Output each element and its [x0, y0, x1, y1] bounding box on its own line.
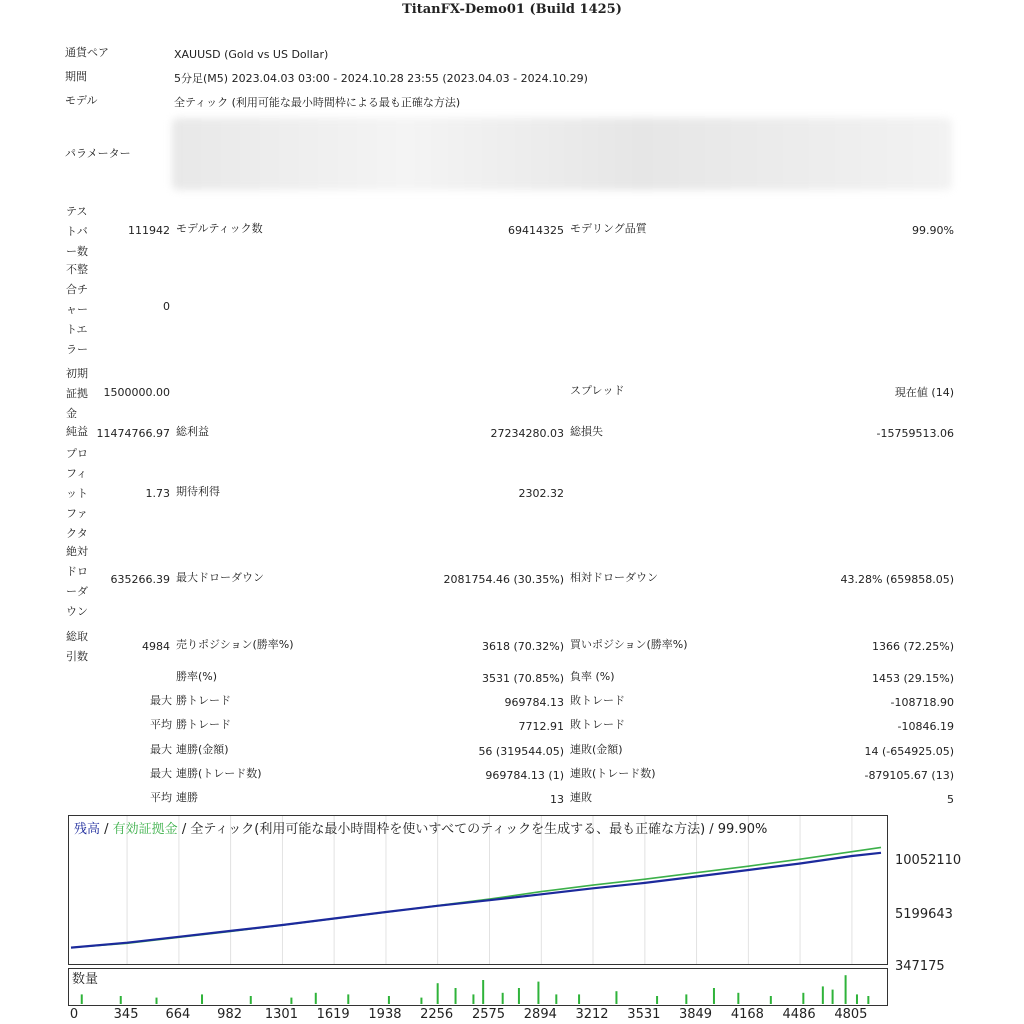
x-tick-label: 4486 — [782, 1007, 816, 1022]
x-tick-label: 3212 — [575, 1007, 609, 1022]
x-tick-label: 2575 — [471, 1007, 506, 1022]
avg2-win-label: 連勝 — [176, 791, 198, 804]
max2-label: 最大 — [150, 743, 172, 756]
y-tick-label: 5199643 — [895, 907, 953, 922]
volume-bar — [685, 994, 687, 1004]
chart-legend — [74, 818, 767, 837]
volume-bar — [822, 986, 824, 1004]
volume-bar — [518, 988, 520, 1004]
max1-win-label: 勝トレード — [176, 694, 231, 707]
quality-value: 99.90% — [912, 224, 954, 237]
equity-line — [71, 847, 881, 947]
short-label: 売りポジション(勝率%) — [176, 638, 294, 651]
period-value: 5分足(M5) 2023.04.03 03:00 - 2024.10.28 23:55 (2023.04.03 - 2024.10.29) — [174, 72, 588, 85]
max1-label: 最大 — [150, 694, 172, 707]
equity-chart-svg — [69, 816, 887, 964]
x-tick-label: 664 — [165, 1007, 191, 1022]
max3-label: 最大 — [150, 767, 172, 780]
avg2-label: 平均 — [150, 791, 172, 804]
volume-bar — [472, 994, 474, 1004]
reldd-value: 43.28% (659858.05) — [840, 573, 954, 586]
max3-win-label: 連勝(トレード数) — [176, 767, 262, 780]
model-value: 全ティック (利用可能な最小時間枠による最も正確な方法) — [174, 96, 461, 109]
max1-win-value: 969784.13 — [504, 696, 564, 709]
y-tick-label: 347175 — [895, 959, 945, 974]
bars-label: テス トバ ー数 — [66, 205, 88, 258]
max3-win-value: 969784.13 (1) — [485, 769, 564, 782]
pf-label: プロ フィ ット ファ クタ — [66, 447, 88, 540]
short-value: 3618 (70.32%) — [481, 640, 564, 653]
avg2-loss-value: 5 — [947, 793, 954, 806]
symbol-value: XAUUSD (Gold vs US Dollar) — [174, 48, 329, 61]
volume-bar — [737, 993, 739, 1004]
max1-loss-label: 敗トレード — [570, 694, 625, 707]
absdd-value: 635266.39 — [110, 573, 170, 586]
x-tick-label: 4805 — [834, 1007, 868, 1022]
x-tick-label: 982 — [217, 1007, 243, 1022]
volume-label: 数量 — [72, 972, 99, 987]
avg1-win-value: 7712.91 — [518, 720, 564, 733]
netprofit-label: 純益 — [66, 425, 88, 438]
pf-value: 1.73 — [145, 487, 170, 500]
ticks-label: モデルティック数 — [176, 222, 263, 235]
avg1-loss-value: -10846.19 — [897, 720, 954, 733]
win-label: 勝率(%) — [176, 670, 218, 683]
volume-bar — [290, 998, 292, 1004]
max1-loss-value: -108718.90 — [890, 696, 954, 709]
legend-equity: 有効証拠金 — [112, 822, 178, 837]
grossprofit-value: 27234280.03 — [490, 427, 564, 440]
volume-chart-svg — [69, 969, 887, 1005]
long-label: 買いポジション(勝率%) — [570, 638, 688, 651]
x-tick-label: 3531 — [627, 1007, 661, 1022]
expected-value: 2302.32 — [518, 487, 564, 500]
maxdd-label: 最大ドローダウン — [176, 571, 264, 584]
volume-chart — [68, 968, 888, 1006]
volume-bar — [615, 991, 617, 1004]
equity-chart — [68, 815, 888, 965]
period-label: 期間 — [65, 70, 87, 83]
avg1-label: 平均 — [150, 718, 172, 731]
y-tick-label: 10052110 — [895, 853, 962, 868]
params-blurred-value — [172, 118, 952, 190]
avg1-win-label: 勝トレード — [176, 718, 231, 731]
x-tick-label: 0 — [69, 1007, 79, 1022]
reldd-label: 相対ドローダウン — [570, 571, 658, 584]
symbol-label: 通貨ペア — [65, 46, 109, 59]
volume-bar — [802, 993, 804, 1004]
grossloss-value: -15759513.06 — [876, 427, 954, 440]
max3-loss-value: -879105.67 (13) — [864, 769, 954, 782]
volume-bar — [656, 996, 658, 1004]
x-tick-label: 345 — [113, 1007, 139, 1022]
x-tick-label: 4168 — [730, 1007, 764, 1022]
trades-value: 4984 — [142, 640, 170, 653]
volume-bar — [347, 994, 349, 1004]
win-value: 3531 (70.85%) — [481, 672, 564, 685]
avg1-loss-label: 敗トレード — [570, 718, 625, 731]
grossloss-label: 総損失 — [570, 425, 603, 438]
x-tick-label: 2256 — [420, 1007, 454, 1022]
volume-bar — [201, 994, 203, 1004]
volume-bar — [120, 996, 122, 1004]
absdd-label: 絶対 ドロ ーダ ウン — [66, 545, 88, 618]
loss-value: 1453 (29.15%) — [871, 672, 954, 685]
volume-bar — [156, 998, 158, 1004]
x-tick-label: 1301 — [264, 1007, 298, 1022]
avg2-loss-label: 連敗 — [570, 791, 592, 804]
volume-bar — [555, 994, 557, 1004]
x-tick-label: 1938 — [368, 1007, 402, 1022]
model-label: モデル — [65, 94, 98, 107]
mismatch-value: 0 — [163, 300, 170, 313]
deposit-value: 1500000.00 — [103, 386, 170, 399]
bars-value: 111942 — [128, 224, 170, 237]
trades-label: 総取 引数 — [66, 630, 88, 663]
loss-label: 負率 (%) — [570, 670, 615, 683]
spread-label: スプレッド — [570, 384, 625, 397]
volume-bar — [867, 996, 869, 1004]
volume-bar — [250, 996, 252, 1004]
volume-bar — [845, 975, 847, 1004]
max3-loss-label: 連敗(トレード数) — [570, 767, 656, 780]
maxdd-value: 2081754.46 (30.35%) — [443, 573, 564, 586]
volume-bar — [832, 990, 834, 1004]
volume-bar — [388, 996, 390, 1004]
deposit-label: 初期 証拠 金 — [66, 367, 88, 420]
report-title: TitanFX-Demo01 (Build 1425) — [402, 2, 622, 17]
volume-bar — [420, 998, 422, 1004]
legend-balance: 残高 — [74, 822, 101, 837]
x-tick-label: 1619 — [316, 1007, 350, 1022]
max2-win-value: 56 (319544.05) — [478, 745, 564, 758]
netprofit-value: 11474766.97 — [96, 427, 170, 440]
long-value: 1366 (72.25%) — [871, 640, 954, 653]
volume-bar — [81, 994, 83, 1004]
grossprofit-label: 総利益 — [176, 425, 209, 438]
volume-bar — [537, 982, 539, 1004]
mismatch-label: 不整 合チ ャー トエ ラー — [66, 263, 88, 356]
volume-bar — [315, 993, 317, 1004]
legend-rest: / 全ティック(利用可能な最小時間枠を使いすべてのティックを生成する、最も正確な方法) / 99.90% — [177, 822, 768, 837]
max2-loss-value: 14 (-654925.05) — [864, 745, 954, 758]
volume-bar — [770, 996, 772, 1004]
volume-bar — [455, 988, 457, 1004]
volume-bar — [578, 994, 580, 1004]
expected-label: 期待利得 — [176, 485, 220, 498]
volume-bar — [502, 993, 504, 1004]
max2-loss-label: 連敗(金額) — [570, 743, 623, 756]
avg2-win-value: 13 — [550, 793, 564, 806]
x-tick-label: 3849 — [678, 1007, 713, 1022]
spread-value: 現在値 (14) — [894, 386, 954, 399]
ticks-value: 69414325 — [508, 224, 564, 237]
params-label: パラメーター — [65, 147, 131, 160]
x-tick-label: 2894 — [523, 1007, 557, 1022]
legend-sep: / — [100, 822, 113, 837]
volume-bar — [482, 980, 484, 1004]
max2-win-label: 連勝(金額) — [176, 743, 229, 756]
volume-bar — [713, 988, 715, 1004]
volume-bar — [856, 994, 858, 1004]
quality-label: モデリング品質 — [570, 222, 647, 235]
volume-bar — [437, 983, 439, 1004]
